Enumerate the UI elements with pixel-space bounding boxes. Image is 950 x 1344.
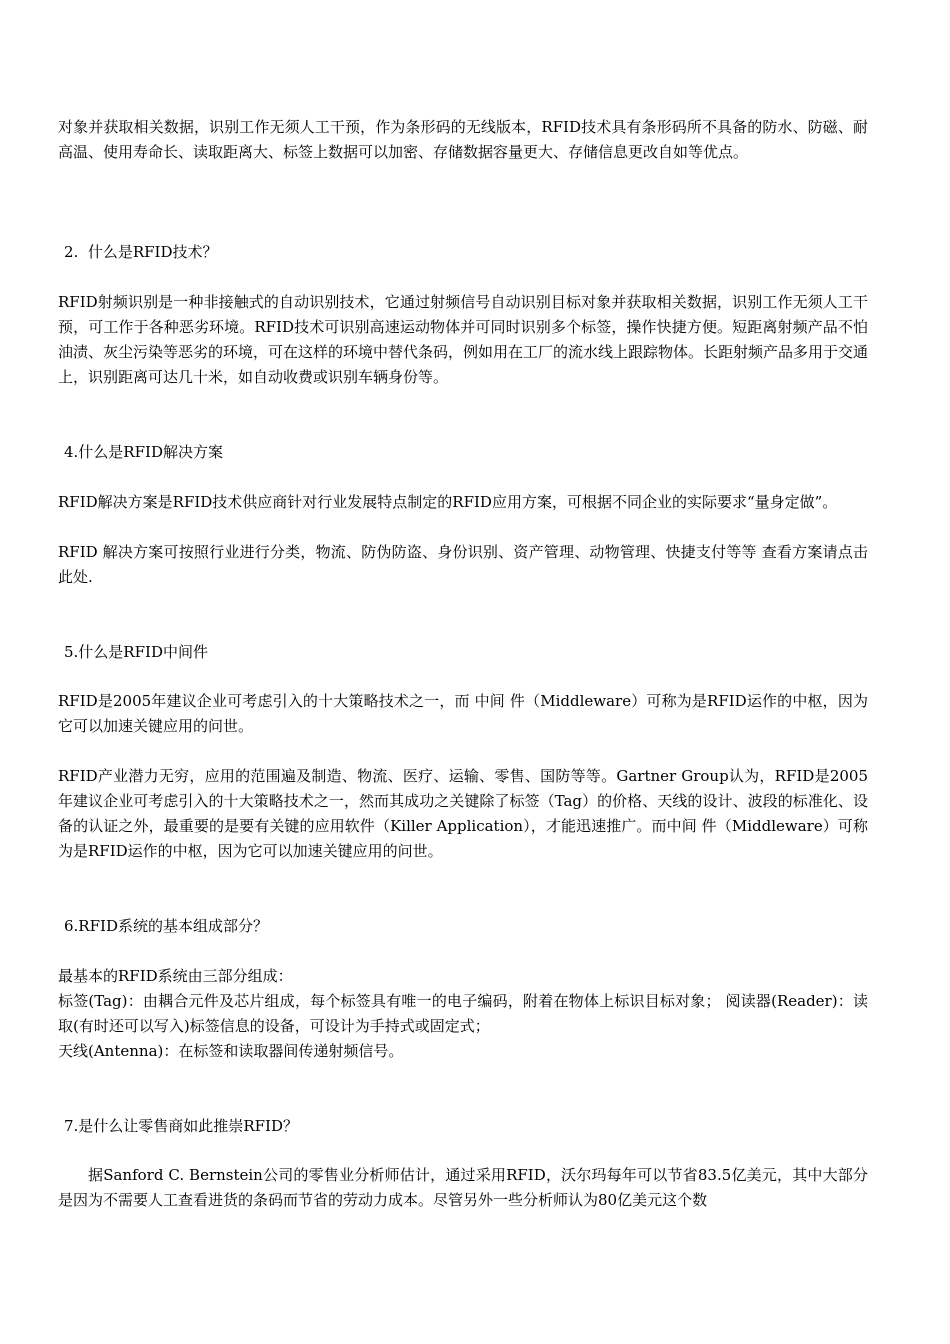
paragraph-middleware-detail: RFID产业潜力无穷，应用的范围遍及制造、物流、医疗、运输、零售、国防等等。Gartner Group认为，RFID是2005年建议企业可考虑引入的十大策略技术之一，然而其成功之关键除了标签（Tag）的价格、天线的设计、波段的标准化、设备的认证之外，最重要的是要有关键的应用软件（Killer Application），才能迅速推广。而中间 件（Middleware）可称为是RFID运作的中枢，因为它可以加速关键应用的问世。 xyxy=(58,767,868,860)
paragraph-solution-categories: RFID 解决方案可按照行业进行分类，物流、防伪防盗、身份识别、资产管理、动物管理、快捷支付等等 查看方案请点击此处. xyxy=(58,543,868,586)
paragraph-retailers: 据Sanford C. Bernstein公司的零售业分析师估计，通过采用RFID，沃尔玛每年可以节省83.5亿美元，其中大部分是因为不需要人工查看进货的条码而节省的劳动力成本。尽管另外一些分析师认为80亿美元这个数 xyxy=(58,1166,868,1209)
paragraph-middleware-intro: RFID是2005年建议企业可考虑引入的十大策略技术之一，而 中间 件（Middleware）可称为是RFID运作的中枢，因为它可以加速关键应用的问世。 xyxy=(58,692,868,735)
paragraph-components-intro: 最基本的RFID系统由三部分组成： xyxy=(58,967,293,985)
paragraph-antenna: 天线(Antenna)：在标签和读取器间传递射频信号。 xyxy=(58,1042,404,1060)
intro-paragraph: 对象并获取相关数据，识别工作无须人工干预，作为条形码的无线版本，RFID技术具有条形码所不具备的防水、防磁、耐高温、使用寿命长、读取距离大、标签上数据可以加密、存储数据容量更大、存储信息更改自如等优点。 xyxy=(58,118,868,161)
paragraph-rfid-definition: RFID射频识别是一种非接触式的自动识别技术，它通过射频信号自动识别目标对象并获取相关数据，识别工作无须人工干预，可工作于各种恶劣环境。RFID技术可识别高速运动物体并可同时识别多个标签，操作快捷方便。短距离射频产品不怕油渍、灰尘污染等恶劣的环境，可在这样的环境中替代条码，例如用在工厂的流水线上跟踪物体。长距射频产品多用于交通上，识别距离可达几十米，如自动收费或识别车辆身份等。 xyxy=(58,293,869,386)
heading-rfid-middleware: 5.什么是RFID中间件 xyxy=(64,643,208,661)
heading-what-is-rfid: 2. 什么是RFID技术？ xyxy=(64,243,218,261)
heading-retailers: 7.是什么让零售商如此推崇RFID？ xyxy=(64,1117,298,1135)
paragraph-solution-definition: RFID解决方案是RFID技术供应商针对行业发展特点制定的RFID应用方案，可根据不同企业的实际要求“量身定做”。 xyxy=(58,493,838,511)
paragraph-tag-reader: 标签(Tag)：由耦合元件及芯片组成，每个标签具有唯一的电子编码，附着在物体上标识目标对象； 阅读器(Reader)：读取(有时还可以写入)标签信息的设备，可设计为手持式或固定式； xyxy=(58,992,868,1035)
heading-system-components: 6.RFID系统的基本组成部分？ xyxy=(64,917,268,935)
heading-rfid-solution: 4.什么是RFID解决方案 xyxy=(64,443,223,461)
